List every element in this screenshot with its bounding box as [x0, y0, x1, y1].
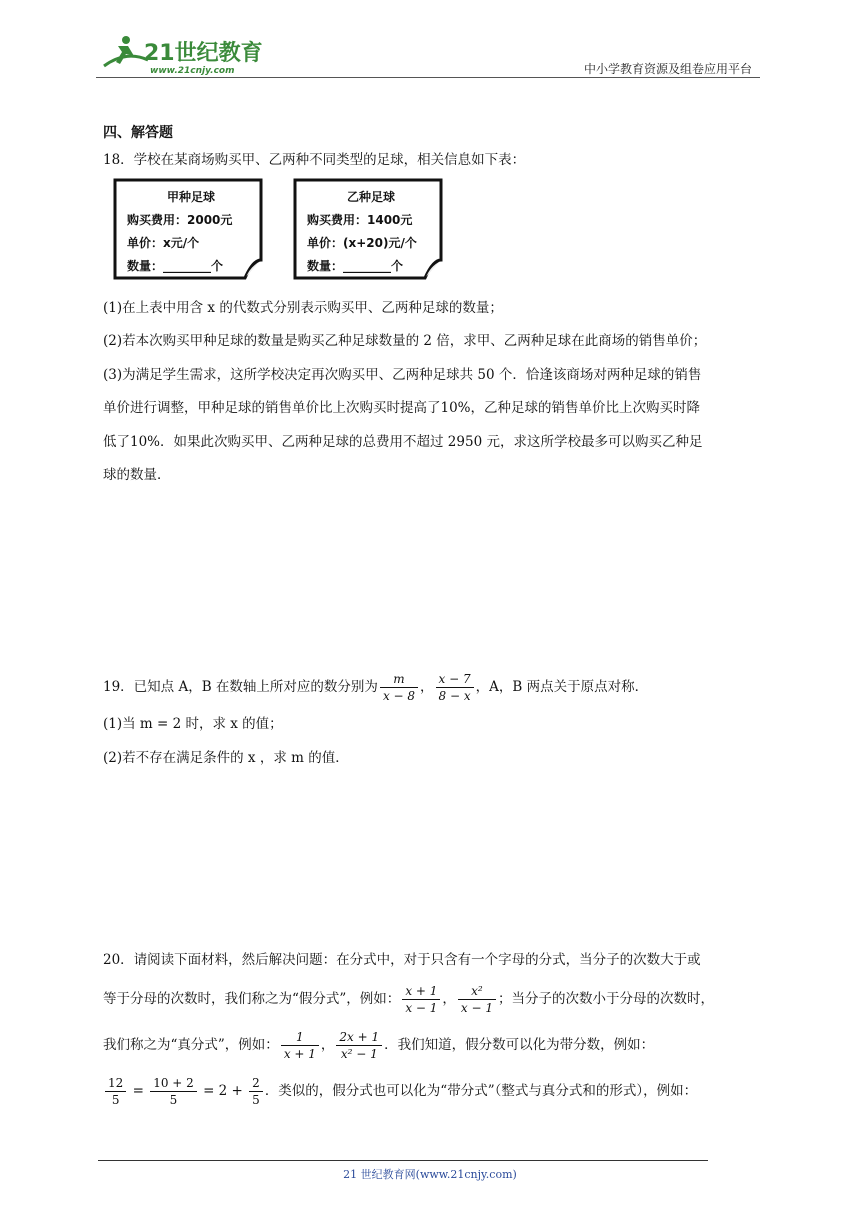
- q18-part3-line4: 球的数量．: [103, 467, 171, 483]
- card-b-title: 乙种足球: [346, 190, 395, 204]
- q20-line3-tail: ．我们知道，假分数可以化为带分数，例如：: [384, 1037, 655, 1053]
- site-logo[interactable]: [96, 32, 266, 76]
- platform-name: 中小学教育资源及组卷应用平台: [583, 62, 752, 76]
- q20-line1: 20．请阅读下面材料，然后解决问题：在分式中，对于只含有一个字母的分式，当分子的次数大于或: [103, 952, 701, 968]
- card-a-title: 甲种足球: [166, 190, 215, 204]
- q20-line2-text: 等于分母的次数时，我们称之为“假分式”，例如：: [103, 991, 401, 1007]
- svg-text:www.21cnjy.com: www.21cnjy.com: [150, 66, 235, 76]
- q20-example-improper-2: $\frac{\text{x²}}{x - 1}$: [458, 983, 496, 1016]
- q20-mixed-num-3: $\frac{2}{5}$: [249, 1075, 263, 1108]
- card-b-qty: 数量：________个: [307, 259, 404, 273]
- q19-fraction-b: $\frac{x - 7}{8 - x}$: [436, 671, 474, 704]
- q18-stem: 18．学校在某商场购买甲、乙两种不同类型的足球，相关信息如下表：: [103, 152, 526, 168]
- q19-part2: (2)若不存在满足条件的 x ，求 m 的值．: [103, 750, 349, 766]
- footer-divider: [98, 1160, 708, 1161]
- header-divider: [96, 77, 760, 78]
- q20-line3: 我们称之为“真分式”，例如： $\frac{1}{x + 1}$ ， $\frac{2x + 1}{\text{x² − 1}}$ ．我们知道，假分数可以化为带分数，例如：: [103, 1030, 655, 1061]
- card-b-price: 单价：(x+20)元/个: [307, 236, 417, 250]
- q20-line4: $\frac{12}{5}$ = $\frac{10 + 2}{5}$ = 2 + $\frac{2}{5}$ ．类似的，假分式也可以化为“带分式”（整式与真分式和的形式），例如：: [103, 1072, 697, 1110]
- svg-text:21世纪教育: 21世纪教育: [144, 41, 263, 66]
- q19-stem: 19．已知点 A，B 在数轴上所对应的数分别为 $\frac{m}{x - 8}$ ， $\frac{x - 7}{8 - x}$ ，A，B 两点关于原点对称．: [103, 672, 649, 703]
- q20-line2-tail: ；当分子的次数小于分母的次数时，: [498, 991, 714, 1007]
- page-header: [96, 30, 760, 78]
- footer-link[interactable]: 21 世纪教育网(www.21cnjy.com): [343, 1168, 517, 1181]
- q18-info-cards: [113, 178, 473, 284]
- q18-part3-line2: 单价进行调整，甲种足球的销售单价比上次购买时提高了10%，乙种足球的销售单价比上次购买时降: [103, 400, 701, 416]
- q18-part3-line1: (3)为满足学生需求，这所学校决定再次购买甲、乙两种足球共 50 个．恰逢该商场对两种足球的销售: [103, 367, 702, 383]
- q20-mixed-prefix: = 2 +: [203, 1083, 243, 1099]
- q19-stem-start: 19．已知点 A，B 在数轴上所对应的数分别为: [103, 679, 378, 695]
- q18-part2: (2)若本次购买甲种足球的数量是购买乙种足球数量的 2 倍，求甲、乙两种足球在此商场的销售单价；: [103, 333, 707, 349]
- card-a-qty: 数量：________个: [127, 259, 224, 273]
- q20-example-improper-1: $\frac{x + 1}{x - 1}$: [402, 983, 440, 1016]
- q20-mixed-num-2: $\frac{10 + 2}{5}$: [150, 1075, 197, 1108]
- card-ball-a: [113, 178, 265, 280]
- section-title: 四、解答题: [103, 125, 173, 141]
- q20-line4-tail: ．类似的，假分式也可以化为“带分式”（整式与真分式和的形式），例如：: [264, 1083, 698, 1099]
- card-a-cost: 购买费用：2000元: [127, 213, 233, 227]
- card-b-cost: 购买费用：1400元: [307, 213, 413, 227]
- card-ball-b: [293, 178, 445, 280]
- card-a-price: 单价：x元/个: [127, 236, 200, 250]
- q18-part1: (1)在上表中用含 x 的代数式分别表示购买甲、乙两种足球的数量；: [103, 300, 503, 316]
- q20-line2: 等于分母的次数时，我们称之为“假分式”，例如： $\frac{x + 1}{x - 1}$ ， $\frac{\text{x²}}{x - 1}$ ；当分子的次数小于分母的次数时，: [103, 984, 714, 1015]
- q20-example-proper-2: $\frac{2x + 1}{\text{x² − 1}}$: [336, 1029, 382, 1062]
- q18-part3-line3: 低了10%．如果此次购买甲、乙两种足球的总费用不超过 2950 元，求这所学校最多可以购买乙种足: [103, 434, 703, 450]
- q19-stem-end: ，A，B 两点关于原点对称．: [475, 679, 649, 695]
- q19-part1: (1)当 m = 2 时，求 x 的值；: [103, 716, 283, 732]
- q20-mixed-num-1: $\frac{12}{5}$: [105, 1075, 126, 1108]
- q19-fraction-a: $\frac{m}{x - 8}$: [380, 671, 418, 704]
- q20-line3-text: 我们称之为“真分式”，例如：: [103, 1037, 279, 1053]
- q20-example-proper-1: $\frac{1}{x + 1}$: [281, 1029, 319, 1062]
